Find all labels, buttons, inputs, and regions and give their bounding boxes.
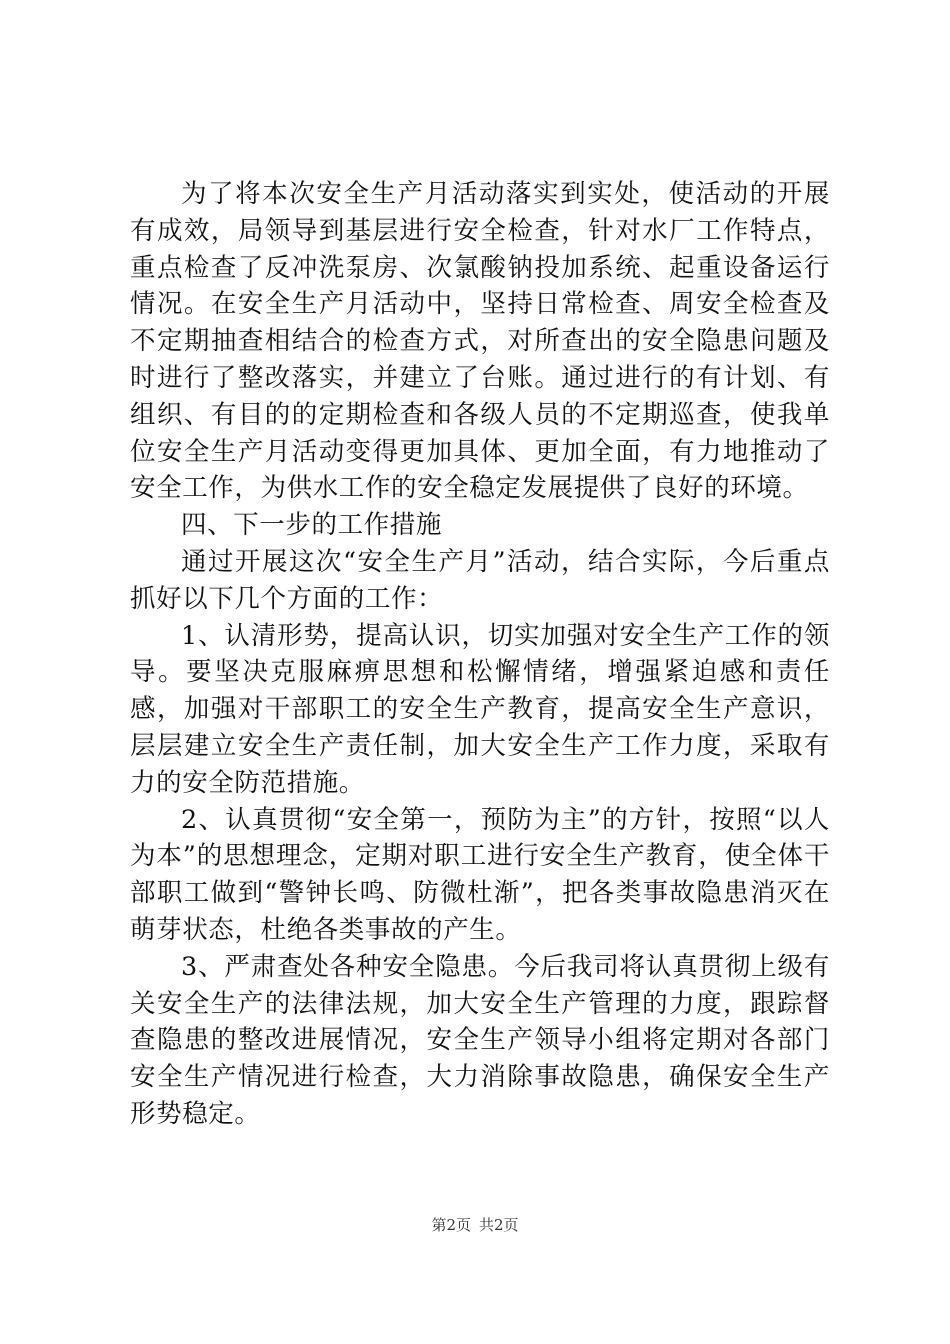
page-number-current: 第2页 (431, 1216, 471, 1234)
paragraph-inspection-summary: 为了将本次安全生产月活动落实到实处，使活动的开展有成效，局领导到基层进行安全检查，针对水厂工作特点，重点检查了反冲洗泵房、次氯酸钠投加系统、起重设备运行情况。在安全生产月活动中，坚持日常检查、周安全检查及不定期抽查相结合的检查方式，对所查出的安全隐患问题及时进行了整改落实，并建立了台账。通过进行的有计划、有组织、有目的的定期检查和各级人员的不定期巡查，使我单位安全生产月活动变得更加具体、更加全面，有力地推动了安全工作，为供水工作的安全稳定发展提供了良好的环境。 (130, 179, 830, 504)
section-heading-next-steps: 四、下一步的工作措施 (181, 510, 443, 541)
paragraph-next-steps-intro: 通过开展这次“安全生产月”活动，结合实际，今后重点抓好以下几个方面的工作： (130, 546, 830, 614)
paragraph-measure-1: 1、认清形势，提高认识，切实加强对安全生产工作的领导。要坚决克服麻痹思想和松懈情绪，增强紧迫感和责任感，加强对干部职工的安全生产教育，提高安全生产意识，层层建立安全生产责任制，加大安全生产工作力度，采取有力的安全防范措施。 (130, 620, 830, 798)
page-number-total: 共2页 (479, 1216, 519, 1234)
document-body (130, 176, 830, 1133)
page-footer (0, 1214, 950, 1236)
paragraph-measure-2: 2、认真贯彻“安全第一，预防为主”的方针，按照“以人为本”的思想理念，定期对职工进行安全生产教育，使全体干部职工做到“警钟长鸣、防微杜渐”，把各类事故隐患消灭在萌芽状态，杜绝各类事故的产生。 (130, 804, 830, 945)
paragraph-measure-3: 3、严肃查处各种安全隐患。今后我司将认真贯彻上级有关安全生产的法律法规，加大安全生产管理的力度，跟踪督查隐患的整改进展情况，安全生产领导小组将定期对各部门安全生产情况进行检查，大力消除事故隐患，确保安全生产形势稳定。 (130, 951, 830, 1129)
